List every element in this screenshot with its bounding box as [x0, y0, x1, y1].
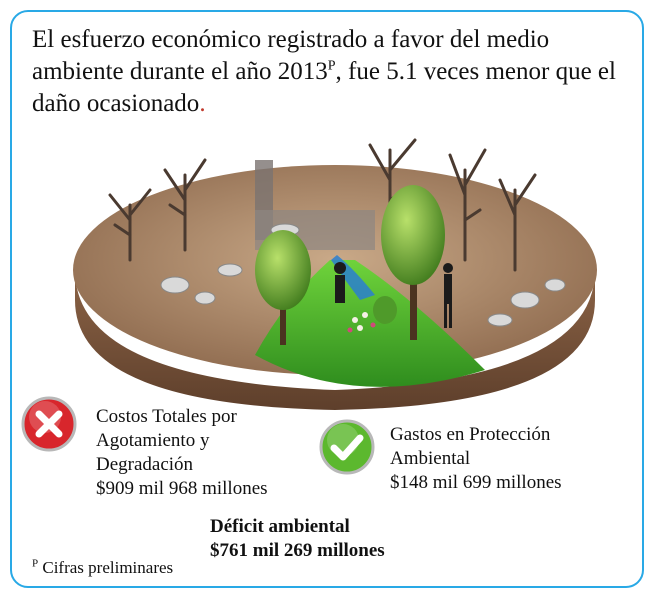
headline-text-1: El esfuerzo económico registrado a favor del medio ambiente durante el año 2013 [32, 26, 550, 85]
footnote-superscript: P [32, 557, 39, 570]
deficit-amount: $761 mil 269 millones [210, 540, 385, 561]
red-x-icon [20, 395, 78, 453]
gastos-line2: Ambiental [390, 448, 471, 469]
deficit-block [210, 515, 385, 563]
green-check-icon [318, 418, 376, 476]
deficit-label: Déficit ambiental [210, 516, 350, 537]
costs-line3: Degradación [96, 454, 194, 475]
headline-text-2: , fue 5.1 veces menor que el daño ocasionado [32, 58, 616, 117]
headline [32, 24, 622, 120]
headline-superscript: P [327, 58, 336, 74]
headline-dot: . [199, 90, 206, 117]
costs-line1: Costos Totales por [96, 406, 237, 427]
gastos-amount: $148 mil 699 millones [390, 472, 562, 493]
gastos-line1: Gastos en Protección [390, 424, 551, 445]
costs-block [96, 405, 268, 501]
footnote-text: Cifras preliminares [38, 558, 174, 577]
environment-illustration [55, 120, 615, 410]
gastos-block [390, 423, 562, 495]
costs-line2: Agotamiento y [96, 430, 210, 451]
costs-amount: $909 mil 968 millones [96, 478, 268, 499]
footnote [32, 558, 173, 578]
